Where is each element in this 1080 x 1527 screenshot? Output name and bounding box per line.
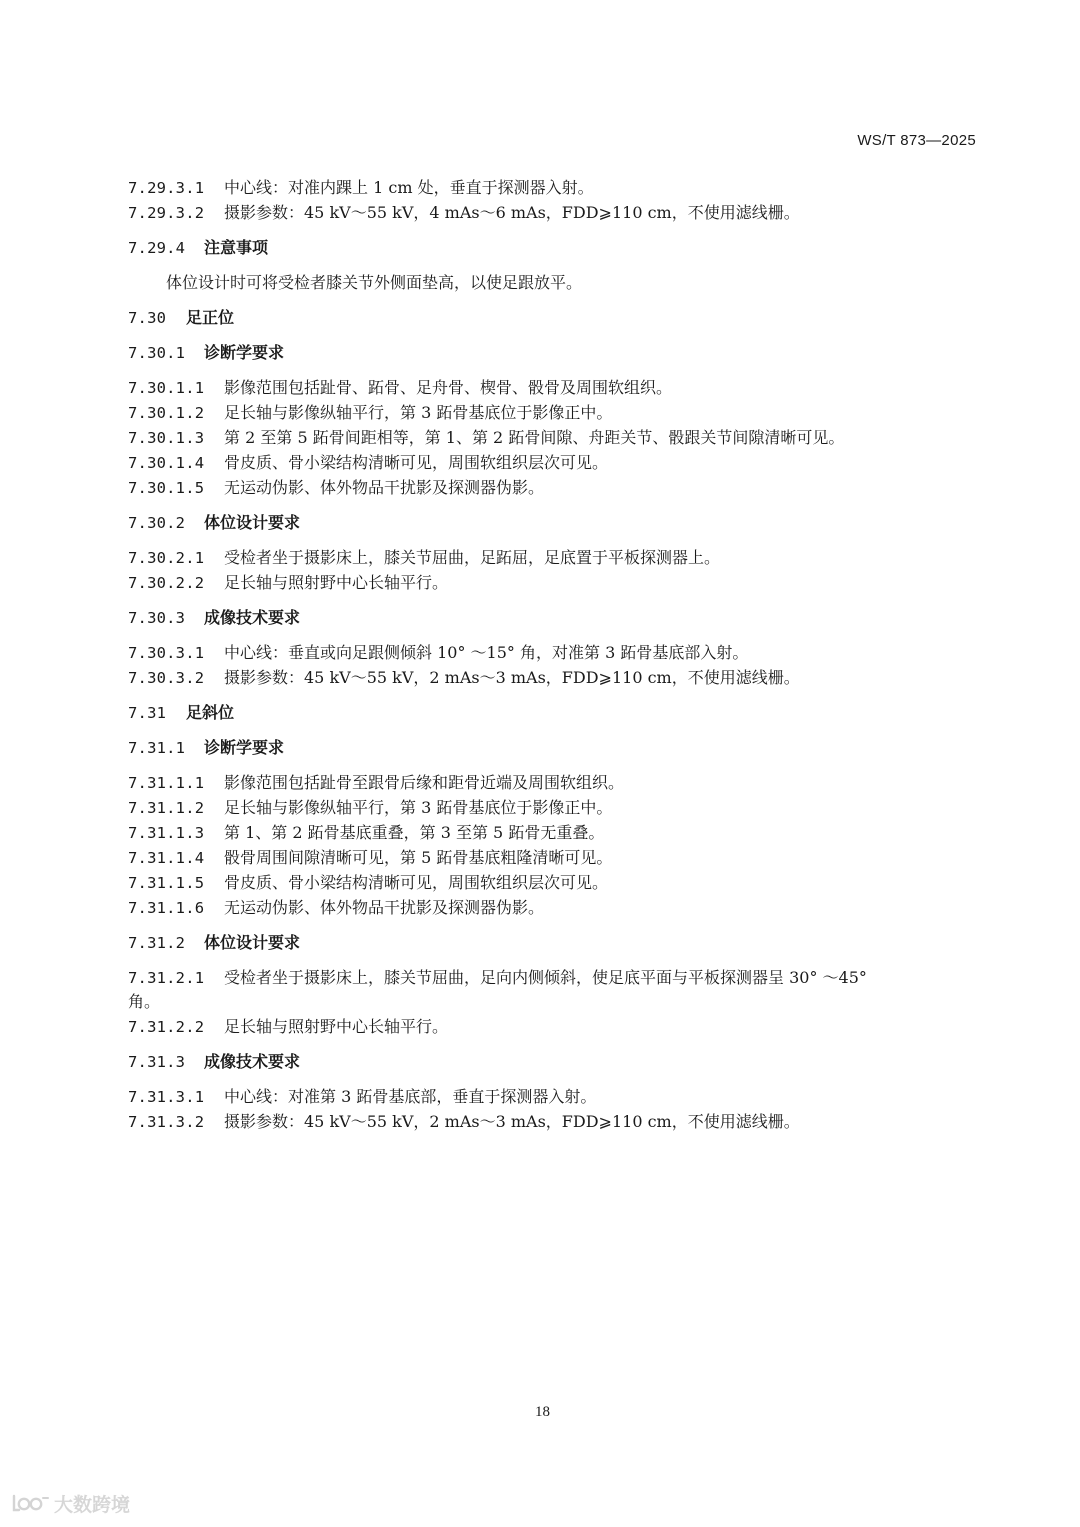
section-title: 诊断学要求	[204, 738, 285, 757]
section-title: 成像技术要求	[204, 608, 301, 627]
clause-text: 中心线：垂直或向足跟侧倾斜 10° ～15° 角，对准第 3 跖骨基底部入射。	[224, 643, 749, 662]
clause-text: 足长轴与影像纵轴平行，第 3 跖骨基底位于影像正中。	[224, 798, 613, 817]
clause-item	[128, 1110, 978, 1134]
paragraph	[128, 271, 978, 295]
clause-number: 7.30.3.2	[128, 669, 205, 687]
clause-number: 7.31.1.1	[128, 774, 205, 792]
section-title: 成像技术要求	[204, 1052, 301, 1071]
section-number: 7.30.3	[128, 609, 186, 627]
section-heading	[128, 701, 978, 725]
section-title: 体位设计要求	[204, 513, 301, 532]
clause-text: 受检者坐于摄影床上，膝关节屈曲，足向内侧倾斜，使足底平面与平板探测器呈 30° ～45°	[224, 968, 867, 987]
page-number: 18	[535, 1404, 550, 1420]
clause-item	[128, 426, 978, 450]
section-title: 诊断学要求	[204, 343, 285, 362]
clause-number: 7.30.2.1	[128, 549, 205, 567]
clause-item	[128, 401, 978, 425]
clause-number: 7.31.1.2	[128, 799, 205, 817]
clause-text-continued: 角。	[128, 992, 161, 1011]
clause-number: 7.31.1.3	[128, 824, 205, 842]
clause-item	[128, 821, 978, 845]
clause-item	[128, 846, 978, 870]
clause-item	[128, 176, 978, 200]
section-title: 足正位	[186, 308, 235, 327]
section-number: 7.31.1	[128, 739, 186, 757]
section-title: 体位设计要求	[204, 933, 301, 952]
clause-number: 7.30.2.2	[128, 574, 205, 592]
document-body	[128, 176, 978, 1134]
clause-text: 中心线：对准内踝上 1 cm 处，垂直于探测器入射。	[224, 178, 594, 197]
section-heading	[128, 606, 978, 630]
clause-item	[128, 796, 978, 820]
section-heading	[128, 236, 978, 260]
clause-text: 摄影参数：45 kV～55 kV，2 mAs～3 mAs，FDD⩾110 cm，不使用滤线栅。	[224, 1112, 800, 1131]
clause-item	[128, 571, 978, 595]
clause-number: 7.30.1.3	[128, 429, 205, 447]
watermark	[10, 1490, 130, 1517]
section-heading	[128, 306, 978, 330]
section-heading	[128, 511, 978, 535]
clause-text: 无运动伪影、体外物品干扰影及探测器伪影。	[224, 898, 545, 917]
clause-item	[128, 966, 978, 1014]
clause-text: 摄影参数：45 kV～55 kV，4 mAs～6 mAs，FDD⩾110 cm，不使用滤线栅。	[224, 203, 800, 222]
clause-text: 第 1、第 2 跖骨基底重叠，第 3 至第 5 跖骨无重叠。	[224, 823, 605, 842]
clause-text: 足长轴与照射野中心长轴平行。	[224, 1017, 449, 1036]
clause-text: 无运动伪影、体外物品干扰影及探测器伪影。	[224, 478, 545, 497]
section-number: 7.31.3	[128, 1053, 186, 1071]
section-number: 7.30	[128, 309, 167, 327]
clause-number: 7.30.1.5	[128, 479, 205, 497]
clause-number: 7.31.3.2	[128, 1113, 205, 1131]
clause-text: 足长轴与影像纵轴平行，第 3 跖骨基底位于影像正中。	[224, 403, 613, 422]
clause-item	[128, 451, 978, 475]
clause-number: 7.30.1.1	[128, 379, 205, 397]
clause-item	[128, 666, 978, 690]
clause-item	[128, 1085, 978, 1109]
section-heading	[128, 931, 978, 955]
section-heading	[128, 1050, 978, 1074]
clause-item	[128, 641, 978, 665]
clause-number: 7.31.1.4	[128, 849, 205, 867]
section-heading	[128, 736, 978, 760]
paragraph-text: 体位设计时可将受检者膝关节外侧面垫高，以使足跟放平。	[166, 273, 583, 292]
section-title: 足斜位	[186, 703, 235, 722]
clause-number: 7.29.3.1	[128, 179, 205, 197]
clause-number: 7.30.1.2	[128, 404, 205, 422]
section-number: 7.30.2	[128, 514, 186, 532]
section-number: 7.29.4	[128, 239, 186, 257]
clause-item	[128, 896, 978, 920]
standard-code: WS/T 873—2025	[857, 132, 976, 149]
clause-item	[128, 871, 978, 895]
clause-item	[128, 771, 978, 795]
clause-item	[128, 201, 978, 225]
brand-logo-icon	[10, 1493, 50, 1515]
clause-text: 第 2 至第 5 跖骨间距相等，第 1、第 2 跖骨间隙、舟距关节、骰跟关节间隙清晰可见。	[224, 428, 845, 447]
section-heading	[128, 341, 978, 365]
clause-number: 7.29.3.2	[128, 204, 205, 222]
clause-text: 受检者坐于摄影床上，膝关节屈曲，足跖屈，足底置于平板探测器上。	[224, 548, 721, 567]
clause-number: 7.30.1.4	[128, 454, 205, 472]
clause-text: 骨皮质、骨小梁结构清晰可见，周围软组织层次可见。	[224, 873, 609, 892]
clause-number: 7.31.2.1	[128, 969, 205, 987]
clause-number: 7.30.3.1	[128, 644, 205, 662]
clause-number: 7.31.2.2	[128, 1018, 205, 1036]
clause-text: 影像范围包括趾骨、跖骨、足舟骨、楔骨、骰骨及周围软组织。	[224, 378, 673, 397]
clause-text: 足长轴与照射野中心长轴平行。	[224, 573, 449, 592]
clause-number: 7.31.1.6	[128, 899, 205, 917]
section-number: 7.31.2	[128, 934, 186, 952]
section-number: 7.31	[128, 704, 167, 722]
clause-text: 摄影参数：45 kV～55 kV，2 mAs～3 mAs，FDD⩾110 cm，不使用滤线栅。	[224, 668, 800, 687]
section-title: 注意事项	[204, 238, 269, 257]
clause-text: 中心线：对准第 3 跖骨基底部，垂直于探测器入射。	[224, 1087, 597, 1106]
clause-text: 骰骨周围间隙清晰可见，第 5 跖骨基底粗隆清晰可见。	[224, 848, 613, 867]
clause-number: 7.31.1.5	[128, 874, 205, 892]
clause-text: 骨皮质、骨小梁结构清晰可见，周围软组织层次可见。	[224, 453, 609, 472]
clause-item	[128, 1015, 978, 1039]
watermark-text: 大数跨境	[54, 1494, 131, 1516]
section-number: 7.30.1	[128, 344, 186, 362]
clause-text: 影像范围包括趾骨至跟骨后缘和距骨近端及周围软组织。	[224, 773, 625, 792]
clause-item	[128, 376, 978, 400]
clause-item	[128, 476, 978, 500]
clause-item	[128, 546, 978, 570]
clause-number: 7.31.3.1	[128, 1088, 205, 1106]
